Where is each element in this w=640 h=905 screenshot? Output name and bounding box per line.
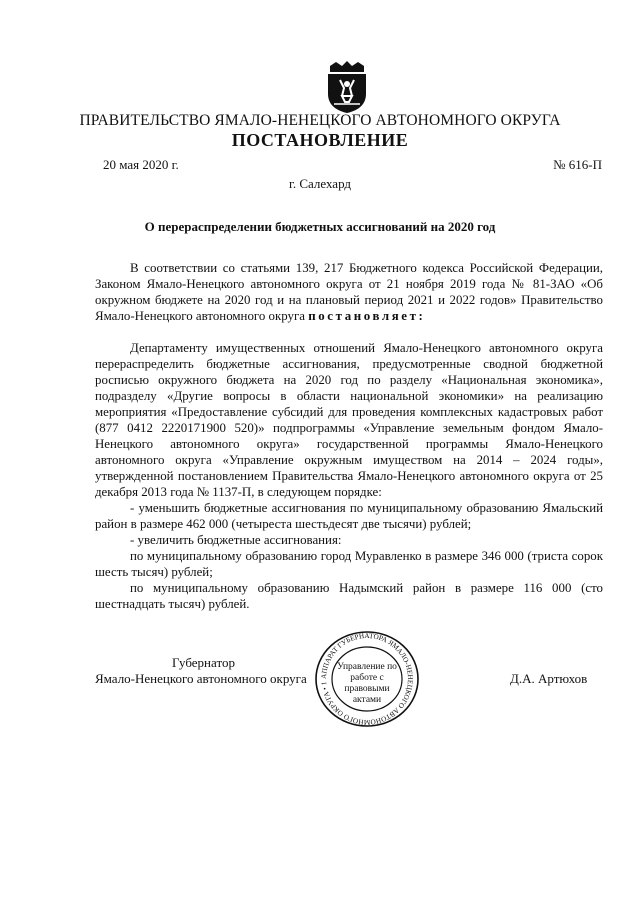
preamble-paragraph — [95, 260, 603, 324]
document-number: № 616-П — [553, 157, 602, 172]
document-body — [95, 260, 603, 612]
preamble-text: В соответствии со статьями 139, 217 Бюджетного кодекса Российской Федерации, Законом Ямало-Ненецкого автономного округа от 21 ноября 2019 года № 81-ЗАО «Об окружном бюджете на 2020 год и на плановый период 2021 и 2022 годов» Правительство Ямало-Ненецкого автономного округа — [95, 261, 603, 323]
item-increase-nadym: по муниципальному образованию Надымский район в размере 116 000 (сто шестнадцать тысяч) рублей. — [95, 581, 603, 611]
organization-title: ПРАВИТЕЛЬСТВО ЯМАЛО-НЕНЕЦКОГО АВТОНОМНОГО ОКРУГА — [79, 112, 561, 129]
item-decrease: - уменьшить бюджетные ассигнования по муниципальному образованию Ямальский район в размере 462 000 (четыреста шестьдесят две тысячи) рублей; — [95, 501, 603, 531]
coat-of-arms-icon — [322, 60, 372, 114]
item-increase: - увеличить бюджетные ассигнования: — [130, 533, 342, 547]
main-paragraph: Департаменту имущественных отношений Ямало-Ненецкого автономного округа перераспределить бюджетные ассигнования, предусмотренные сводной бюджетной росписью окружного бюджета на 2020 год по разделу «Национальная экономика», подразделу «Другие вопросы в области национальной экономики» на реализацию мероприятия «Предоставление субсидий для проведения комплексных кадастровых работ (877 0412 2220171900 520)» подпрограммы «Управление земельным фондом Ямало-Ненецкого автономного округа» государственной программы Ямало-Ненецкого автономного округа «Управление окружным имуществом на 2014 – 2024 годы», утвержденной постановлением Правительства Ямало-Ненецкого автономного округа от 25 декабря 2013 года № 1137-П, в следующем порядке: — [95, 341, 603, 499]
stamp-center-text: Управление по работе с правовыми актами — [337, 662, 397, 705]
document-city: г. Салехард — [288, 176, 352, 191]
document-type: ПОСТАНОВЛЕНИЕ — [231, 130, 409, 150]
stamp-ring-path: АППАРАТ ГУБЕРНАТОРА ЯМАЛО-НЕНЕЦКОГО АВТОНОМНОГО ОКРУГА • 1 — [319, 631, 415, 727]
signatory-title: Губернатор — [172, 655, 235, 670]
document-date: 20 мая 2020 г. — [103, 157, 179, 172]
signatory-organization: Ямало-Ненецкого автономного округа — [95, 671, 307, 686]
item-increase-muravlenko: по муниципальному образованию город Муравленко в размере 346 000 (триста сорок шесть тысяч) рублей; — [95, 549, 603, 579]
document-subject: О перераспределении бюджетных ассигнований на 2020 год — [144, 219, 496, 234]
signatory-name: Д.А. Артюхов — [510, 671, 588, 686]
decree-word: постановляет: — [308, 309, 426, 323]
